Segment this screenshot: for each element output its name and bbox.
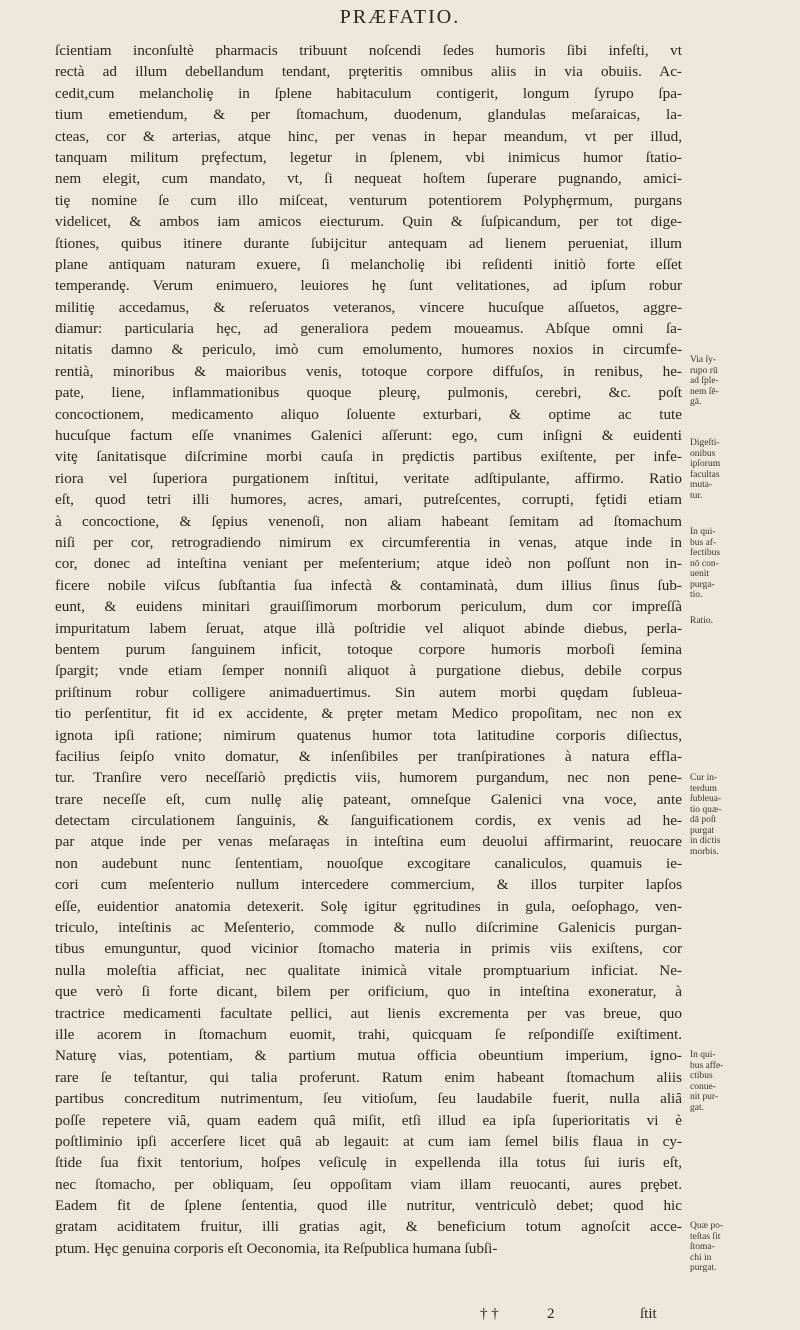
text-line: tium emetiendum, & per ſtomachum, duodenum, glandulas meſaraicas, la- xyxy=(55,106,682,124)
margin-note-line: Digeſti- xyxy=(690,438,720,448)
margin-note-line: in dictis xyxy=(690,836,721,846)
text-line: par atque inde per venas meſaraȩas in inteſtina eum deuolui affirmarint, reuocare xyxy=(55,833,682,851)
margin-note-6 xyxy=(690,1050,750,1113)
text-line: vitȩ ſanitatisque diſcrimine morbi cauſa in prȩdictis partibus exiſtente, per infe- xyxy=(55,448,682,466)
text-line: hucuſque factum eſſe vnanimes Galenici aſſerunt: ego, cum inſigni & euidenti xyxy=(55,427,682,445)
text-line: riora vel ſuperiora purgationem inſtitui, veritate adſtipulante, affirmo. Ratio xyxy=(55,469,682,487)
text-line: cedit,cum melancholiȩ in ſplene habitaculum contigerit, longum ſyrupo ſpa- xyxy=(55,84,682,102)
text-line: triculo, inteſtinis ac Meſenterio, commode & nullo diſcrimine Galenicis purgan- xyxy=(55,919,682,937)
signature-mark: † † xyxy=(480,1306,499,1322)
text-line: militiȩ accedamus, & reſeruatos veteranos, vincere hucuſque aſſuetos, aggre- xyxy=(55,298,682,316)
margin-note-line: Quæ po- xyxy=(690,1221,723,1231)
margin-note-line: onibus xyxy=(690,448,716,459)
text-line: nitatis damno & periculo, imò cum emolumento, humores noxios in circumfe- xyxy=(55,341,682,359)
text-line: rentià, minoribus & maioribus venis, totoque corpore diffuſos, in renibus, he- xyxy=(55,362,682,380)
margin-note-line: uenit xyxy=(690,569,709,579)
text-line: bentem purum ſanguinem inficit, totoque corpore humoris morboſi ſemina xyxy=(55,640,682,658)
page-title: PRÆFATIO. xyxy=(339,6,461,28)
margin-note-4 xyxy=(690,616,750,627)
text-line: ptum. Hȩc genuina corporis eſt Oeconomia, ita Reſpublica humana ſubſi- xyxy=(55,1239,498,1257)
text-line: poſſe repetere viȃ, quam eadem quȃ miſit, etſi illud ea ipſa ſuperioritatis vi è xyxy=(55,1111,682,1129)
text-line: cteas, cor & arterias, atque hinc, per venas in hepar meandum, vt per illud, xyxy=(55,127,682,145)
text-line: eſſe, euidentior anatomia detexerit. Solȩ igitur ȩgritudines in gula, oeſophago, ven- xyxy=(55,897,682,915)
margin-note-line: chi in xyxy=(690,1252,712,1263)
text-line: plane antiquam naturam exuere, ſi melancholiȩ ibi reſidenti initiò forte eſſet xyxy=(55,255,682,273)
margin-note-line: purga- xyxy=(690,579,715,590)
text-line: poſtliminio ipſi accerſere licet quȃ ab legauit: at cum iam ſemel bilis flaua in cy- xyxy=(55,1132,682,1150)
margin-note-line: ſubleua- xyxy=(690,794,722,804)
margin-note-line: tio quæ- xyxy=(690,804,722,815)
text-line: ſtiones, quibus itinere durante ſubijcitur antequam ad lienem perueniat, illum xyxy=(55,234,682,252)
margin-note-line: gā. xyxy=(690,397,702,407)
text-line: priſtinum robur colligere animaduertimus. Sin autem morbi quȩdam ſubleua- xyxy=(55,683,682,701)
margin-note-line: gat. xyxy=(690,1102,704,1113)
text-line: ſcientiam inconſultè pharmacis tribuunt noſcendi ſedes humoris ſibi infeſti, vt xyxy=(55,42,682,59)
margin-note-1 xyxy=(690,355,750,408)
text-line: ficere nobile viſcus ſubſtantia ſua infectà & contaminatà, dum illius ſinus ſub- xyxy=(55,576,682,594)
text-line: eunt, & euidens minitari grauiſſimorum morborum periculum, dum cor impreſſà xyxy=(55,598,682,616)
margin-note-line: dā poſt xyxy=(690,815,717,825)
text-line: Naturȩ vias, potentiam, & partium mutua officia obeuntium imperium, igno- xyxy=(55,1047,682,1065)
margin-note-2 xyxy=(690,438,750,501)
text-line: Eadem fit de ſplene ſententia, quod ille nutritur, ventriculò debet; quod hic xyxy=(55,1197,682,1215)
text-line: tio perſentitur, fit id ex accidente, & prȩter metam Medico propoſitam, nec non ex xyxy=(55,705,682,723)
catchword: ſtit xyxy=(640,1306,657,1322)
text-line: cori cum meſenterio nullum intercedere commercium, & illos turpiter lapſos xyxy=(55,876,682,894)
margin-note-line: tur. xyxy=(690,490,703,501)
text-line: non audebunt nunc ſententiam, nouoſque excogitare canaliculos, quamuis ie- xyxy=(55,854,682,872)
margin-note-line: ctibus xyxy=(690,1071,713,1081)
margin-note-line: ipſorum xyxy=(690,459,721,469)
text-line: impuritatum labem ſeruat, atque illà poſtridie vel aliquot abinde diebus, perla- xyxy=(55,619,682,637)
margin-note-line: In qui- xyxy=(690,527,716,537)
text-line: diamur: particularia hȩc, ad generaliora pedem moueamus. Abſque omni ſa- xyxy=(55,320,682,338)
text-line: nulla moleſtia afficiat, nec qualitate inimicà vitale promptuarium inficiat. Ne- xyxy=(55,961,682,979)
text-line: rare ſe teſtantur, qui talia proferunt. Ratum enim habeant ſtomachum aliis xyxy=(55,1068,682,1086)
margin-note-line: morbis. xyxy=(690,846,719,857)
margin-note-line: terdum xyxy=(690,783,717,794)
text-line: à concoctione, & ſȩpius venenoſi, non aliam habeant ſemitam ad ſtomachum xyxy=(55,512,682,530)
margin-note-line: In qui- xyxy=(690,1050,716,1060)
text-line: temperandȩ. Verum enimuero, leuiores hȩ ſunt velitationes, ad ipſum robur xyxy=(55,277,682,295)
text-line: rectà ad illum debellandum tendant, prȩteritis omnibus aliis in via obuiis. Ac- xyxy=(55,63,682,81)
text-line: ſtide ſua fixit tentorium, hoſpes veſiculȩ in expellenda illa totus ſui iuris eſt, xyxy=(55,1154,682,1172)
margin-note-line: Via ſy- xyxy=(690,355,717,365)
margin-note-line: nit pur- xyxy=(690,1092,719,1102)
margin-note-line: bus af- xyxy=(690,537,717,548)
margin-note-line: fectibus xyxy=(690,548,721,558)
text-line: nem elegit, cum mandato, vt, ſi nequeat hoſtem ſuperare pugnando, amici- xyxy=(55,170,682,188)
margin-note-line: tio. xyxy=(690,590,703,600)
text-line: gratam aciditatem fruitur, illi gratias agit, & beneficium totum agnoſcit acce- xyxy=(55,1218,682,1236)
text-line: tanquam militum prȩfectum, legetur in ſplenem, vbi inimicus humor ſtatio- xyxy=(55,148,682,166)
text-line: niſi per cor, retrogradiendo nimirum ex circumferentia in venas, atque inde in xyxy=(55,533,682,551)
text-line: pate, liene, inflammationibus quoque pleurȩ, pulmonis, cerebri, &c. poſt xyxy=(55,384,682,402)
margin-note-line: teſtas ſit xyxy=(690,1231,721,1242)
text-line: detectam circulationem ſanguinis, & ſanguificationem cordis, ex venis ad he- xyxy=(55,812,682,830)
margin-note-line: facultas xyxy=(690,469,720,480)
margin-note-5 xyxy=(690,773,750,857)
text-line: tur. Tranſire vero neceſſariò prȩdictis viis, humorem purgandum, nec non pene- xyxy=(55,769,682,787)
margin-note-line: ſtoma- xyxy=(690,1242,715,1252)
margin-note-line: muta- xyxy=(690,480,713,490)
text-line: trare neceſſe eſt, cum nullȩ aliȩ pateant, omneſque Galenici vna voce, ante xyxy=(55,790,682,808)
text-line: partibus concreditum nutrimentum, ſeu vitioſum, ſeu laudabile fuerit, nulla aliȃ xyxy=(55,1090,682,1108)
text-line: eſt, quod tetri illi humores, acres, amari, putreſcentes, corrupti, fȩtidi etiam xyxy=(55,491,682,509)
text-line: tiȩ nomine ſe cum illo miſceat, venturum potentiorem Polyphȩrmum, purgans xyxy=(55,191,682,209)
main-text xyxy=(55,40,682,1259)
text-line: ille acorem in ſtomachum euomit, trahi, quicquam ſe reſpondiſſe exiſtiment. xyxy=(55,1025,682,1043)
signature-number: 2 xyxy=(547,1306,555,1322)
text-line: concoctionem, medicamento aliquo ſoluente exturbari, & optime ac tute xyxy=(55,405,682,423)
margin-note-line: purgat xyxy=(690,825,715,836)
text-line: tractrice medicamenti facultate pellici, aut lienis excrementa per vas breue, quo xyxy=(55,1004,682,1022)
margin-note-line: Ratio. xyxy=(690,616,713,626)
text-line: nec ſtomacho, per obliquam, ſeu oppoſitam viam illam reuocanti, aures prȩbet. xyxy=(55,1175,682,1193)
margin-note-line: Cur in- xyxy=(690,773,718,783)
text-line: ignota ipſi ratione; nimirum quatenus humor tota latitudine corporis diſiectus, xyxy=(55,726,682,744)
margin-note-line: conue- xyxy=(690,1081,716,1092)
margin-note-7 xyxy=(690,1221,750,1274)
margin-note-line: purgat. xyxy=(690,1263,717,1273)
text-line: ſpargit; vnde etiam ſemper nonniſi aliquot à purgatione diebus, debile corpus xyxy=(55,662,682,680)
text-line: cor, donec ad inteſtina veniant per meſenterium; atque ideò non poſſunt non in- xyxy=(55,555,682,573)
text-line: facilius ſeipſo vnito domatur, & inſenſibiles per tranſpirationes à natura effla- xyxy=(55,747,682,765)
text-line: que verò ſi forte dicant, bilem per orificium, quo in inteſtina exoneratur, à xyxy=(55,983,682,1001)
margin-note-line: nō con- xyxy=(690,558,719,569)
text-line: videlicet, & ambos iam amicos eiecturum. Quin & ſuſpicandum, per tot dige- xyxy=(55,213,682,231)
margin-note-line: rupo rū xyxy=(690,365,718,376)
text-line: tibus emunguntur, quod vicinior ſtomacho materia in primis viis exiſtens, cor xyxy=(55,940,682,958)
margin-note-line: nem ſē- xyxy=(690,386,719,397)
margin-note-line: bus affe- xyxy=(690,1060,724,1071)
margin-note-3 xyxy=(690,527,750,601)
margin-note-line: ad ſple- xyxy=(690,376,719,386)
